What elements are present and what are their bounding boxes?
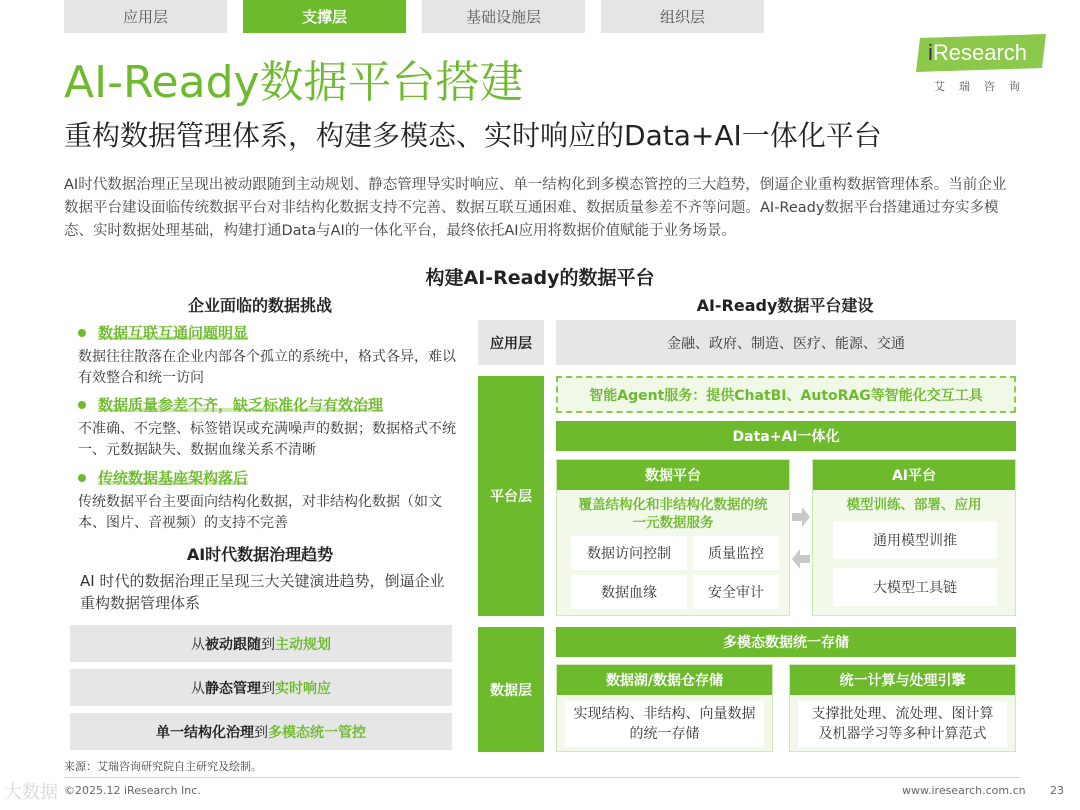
data-lake-panel <box>556 664 773 752</box>
page-title: AI-Ready数据平台搭建 <box>64 57 524 108</box>
challenges-title: 企业面临的数据挑战 <box>187 296 332 315</box>
data-layer-label: 数据层 <box>478 627 544 752</box>
tab-infrastructure-layer[interactable]: 基础设施层 <box>422 0 585 33</box>
tab-organization-layer[interactable]: 组织层 <box>601 0 764 33</box>
trends-title: AI时代数据治理趋势 <box>186 545 334 564</box>
data-lake-head: 数据湖/数据仓存储 <box>557 665 772 695</box>
compute-engine-head: 统一计算与处理引擎 <box>790 665 1015 695</box>
top-tabs <box>64 0 764 33</box>
footer-url[interactable]: www.iresearch.com.cn <box>902 784 1026 797</box>
challenge-desc: 数据往往散落在企业内部各个孤立的系统中，格式各异，难以有效整合和统一访问 <box>78 349 456 386</box>
logo-wordmark: iResearch <box>928 40 1028 65</box>
multimodal-storage-bar: 多模态数据统一存储 <box>556 627 1016 657</box>
compute-engine-panel <box>789 664 1016 752</box>
challenge-desc: 传统数据平台主要面向结构化数据，对非结构化数据（如文本、图片、音视频）的支持不完善 <box>78 494 442 531</box>
security-audit: 安全审计 <box>693 575 779 609</box>
data-platform-head: 数据平台 <box>557 460 789 490</box>
tab-application-layer[interactable]: 应用层 <box>64 0 227 33</box>
data-lake-body: 实现结构、非结构、向量数据的统一存储 <box>565 701 764 747</box>
challenge-desc: 不准确、不完整、标签错误或充满噪声的数据；数据格式不统一、元数据缺失、数据血缘关系不清晰 <box>78 421 456 458</box>
data-platform-panel <box>556 459 790 616</box>
bullet-dot-icon <box>78 474 86 482</box>
data-access-control: 数据访问控制 <box>571 536 687 570</box>
bullet-dot-icon <box>78 401 86 409</box>
page-subtitle: 重构数据管理体系，构建多模态、实时响应的Data+AI一体化平台 <box>64 119 882 152</box>
quality-monitoring: 质量监控 <box>693 536 779 570</box>
trend-box: 单一结构化治理 到 多模态统一管控 <box>70 713 452 750</box>
data-platform-sub: 覆盖结构化和非结构化数据的统一元数据服务 <box>578 497 768 531</box>
ai-platform-sub: 模型训练、部署、应用 <box>846 497 982 513</box>
challenge-head: 数据质量参差不齐，缺乏标准化与有效治理 <box>98 396 384 414</box>
general-model-training: 通用模型训推 <box>833 521 997 559</box>
compute-engine-body: 支撑批处理、流处理、图计算及机器学习等多种计算范式 <box>798 701 1007 747</box>
data-ai-bar: Data+AI一体化 <box>556 421 1016 451</box>
challenge-item <box>78 467 458 534</box>
trend-box: 从 静态管理 到 实时响应 <box>70 669 452 706</box>
platform-title: AI-Ready数据平台建设 <box>696 296 874 315</box>
logo-subtitle: 艾瑞咨询 <box>934 80 1034 93</box>
ai-platform-panel <box>812 459 1016 616</box>
agent-service-box: 智能Agent服务：提供ChatBI、AutoRAG等智能化交互工具 <box>556 376 1016 413</box>
challenge-item <box>78 322 458 389</box>
challenge-head: 传统数据基座架构落后 <box>98 469 249 487</box>
llm-toolchain: 大模型工具链 <box>833 568 997 606</box>
trends-desc: AI 时代的数据治理正呈现三大关键演进趋势，倒逼企业重构数据管理体系 <box>80 572 445 612</box>
footer-divider <box>64 777 1020 778</box>
ai-platform-head: AI平台 <box>813 460 1015 490</box>
watermark: 大数据 <box>4 782 58 803</box>
intro-paragraph: AI时代数据治理正呈现出被动跟随到主动规划、静态管理导实时响应、单一结构化到多模态管控的三大趋势，倒逼企业重构数据管理体系。当前企业数据平台建设面临传统数据平台对非结构化数据支持不完善、数据互联互通困难、数据质量参差不齐等问题。AI-Ready数据平台搭建通过夯实多模态、实时数据处理基础，构建打通Data与AI的一体化平台，最终依托AI应用将数据价值赋能于业务场景。 <box>64 177 1007 239</box>
diagram-title: 构建AI-Ready的数据平台 <box>425 267 655 289</box>
data-lineage: 数据血缘 <box>571 575 687 609</box>
tab-support-layer[interactable]: 支撑层 <box>243 0 406 33</box>
platform-layer-label: 平台层 <box>478 376 544 616</box>
app-layer-label: 应用层 <box>478 320 544 365</box>
challenge-head: 数据互联互通问题明显 <box>98 324 249 342</box>
challenge-item <box>78 394 458 461</box>
copyright: ©2025.12 iResearch Inc. <box>64 784 201 797</box>
app-layer-content: 金融、政府、制造、医疗、能源、交通 <box>556 320 1016 365</box>
source-note: 来源：艾瑞咨询研究院自主研究及绘制。 <box>64 760 262 773</box>
bidirectional-arrow-icon <box>790 505 812 575</box>
bullet-dot-icon <box>78 329 86 337</box>
page-number: 23 <box>1050 784 1064 797</box>
trend-box: 从 被动跟随 到 主动规划 <box>70 625 452 662</box>
iresearch-logo <box>916 34 1056 94</box>
